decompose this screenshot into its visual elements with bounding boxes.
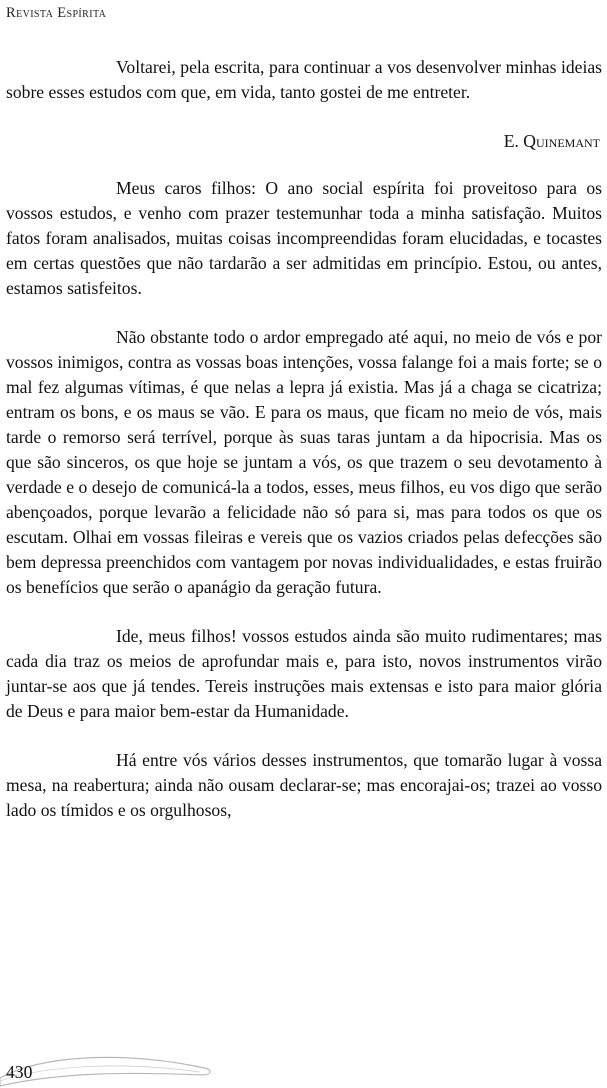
paragraph-3: Não obstante todo o ardor empregado até aqui, no meio de vós e por vossos inimigos, contra as vossas boas intenções, vossa falange foi a mais forte; se o mal fez algumas vítimas, é que nelas a lepra já existia. Mas já a chaga se cicatriza; entram os bons, e os maus se vão. E para os maus, que ficam no meio de vós, mais tarde o remorso será terrível, porque às suas taras juntam a da hipocrisia. Mas os que são sinceros, os que hoje se juntam a vós, os que trazem o seu devotamento à verdade e o desejo de comunicá-la a todos, esses, meus filhos, eu vos digo que serão abençoados, porque levarão a felicidade não só para si, mas para todos os que os escutam. Olhai em vossas fileiras e vereis que os vazios criados pelas defecções são bem depressa preenchidos com vantagem por novas individualidades, e estas fruirão os benefícios que serão o apanágio da geração futura. [6, 327, 602, 597]
page-corner-swoosh [0, 1028, 230, 1088]
paragraph-1: Voltarei, pela escrita, para continuar a vos desenvolver minhas ideias sobre esses estudos com que, em vida, tanto gostei de me entreter. [6, 57, 602, 102]
page-number: 430 [6, 1062, 33, 1082]
body-text [6, 55, 602, 847]
paragraph-5: Há entre vós vários desses instrumentos, que tomarão lugar à vossa mesa, na reabertura; ainda não ousam declarar-se; mas encorajai-os; trazei ao vosso lado os tímidos e os orgulhosos, [6, 750, 602, 820]
running-header-title: Revista Espírita [6, 5, 107, 21]
paragraph-2: Meus caros filhos: O ano social espírita foi proveitoso para os vossos estudos, e venho com prazer testemunhar toda a minha satisfação. Muitos fatos foram analisados, muitas coisas incompreendidas foram elucidadas, e tocastes em certas questões que não tardarão a ser admitidas em princípio. Estou, ou antes, estamos satisfeitos. [6, 178, 602, 298]
signature: E. Quinemant [503, 131, 600, 151]
paragraph-4: Ide, meus filhos! vossos estudos ainda são muito rudimentares; mas cada dia traz os meios de aprofundar mais e, para isto, novos instrumentos virão juntar-se aos que já tendes. Tereis instruções mais extensas e isto para maior glória de Deus e para maior bem-estar da Humanidade. [6, 626, 602, 721]
